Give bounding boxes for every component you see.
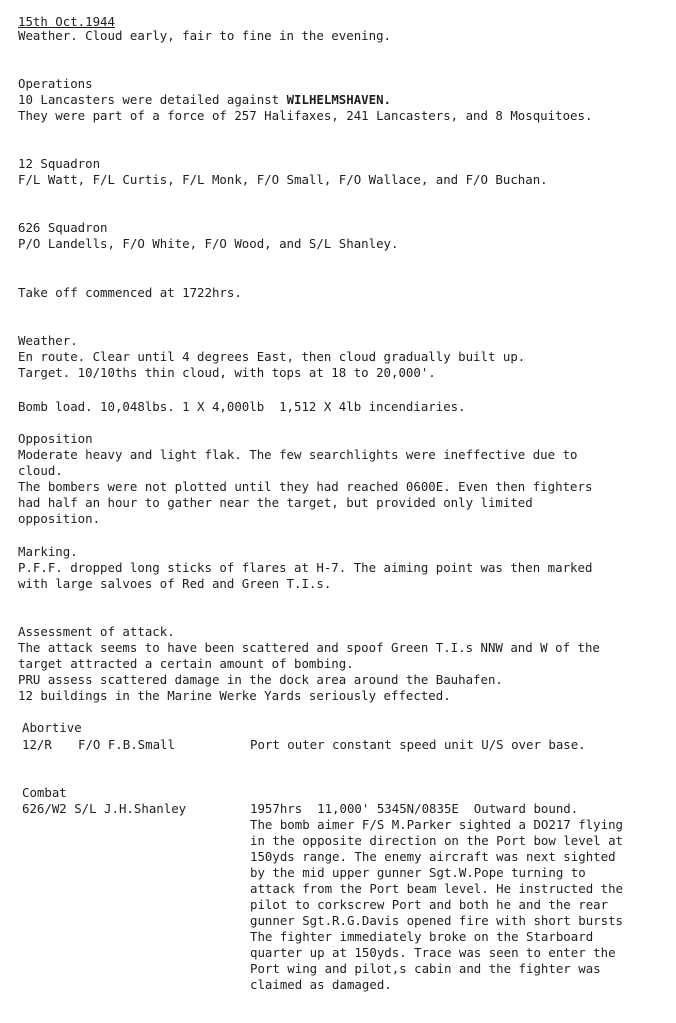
combat-line: gunner Sgt.R.G.Davis opened fire with short bursts — [250, 913, 623, 928]
combat-line: 1957hrs 11,000' 5345N/0835E Outward bound. — [250, 801, 579, 816]
bomb-load: Bomb load. 10,048lbs. 1 X 4,000lb 1,512 X 4lb incendiaries. — [18, 399, 466, 414]
marking-heading: Marking. — [18, 544, 78, 559]
marking-paragraph — [18, 560, 648, 592]
combat-line: attack from the Port beam level. He instructed the — [250, 881, 623, 896]
combat-heading: Combat — [22, 785, 67, 800]
weather-summary: Weather. Cloud early, fair to fine in the evening. — [18, 28, 391, 43]
squadron-12-crews: F/L Watt, F/L Curtis, F/L Monk, F/O Small, F/O Wallace, and F/O Buchan. — [18, 172, 548, 187]
combat-line: in the opposite direction on the Port bow level at — [250, 833, 623, 848]
marking-line: P.F.F. dropped long sticks of flares at H-7. The aiming point was then marked — [18, 560, 593, 575]
combat-line: quarter up at 150yds. Trace was seen to enter the — [250, 945, 616, 960]
weather-heading: Weather. — [18, 333, 78, 348]
weather-enroute: En route. Clear until 4 degrees East, then cloud gradually built up. — [18, 349, 526, 364]
combat-line: The bomb aimer F/S M.Parker sighted a DO217 flying — [250, 817, 623, 832]
combat-report — [250, 801, 660, 993]
combat-line: by the mid upper gunner Sgt.W.Pope turning to — [250, 865, 586, 880]
squadron-12-heading: 12 Squadron — [18, 156, 101, 171]
opposition-line: opposition. — [18, 511, 101, 526]
assessment-line: 12 buildings in the Marine Werke Yards seriously effected. — [18, 688, 451, 703]
abortive-aircraft: 12/R — [22, 737, 52, 752]
weather-target: Target. 10/10ths thin cloud, with tops at 18 to 20,000'. — [18, 365, 436, 380]
assessment-paragraph — [18, 640, 648, 704]
abortive-reason: Port outer constant speed unit U/S over base. — [250, 737, 586, 752]
abortive-heading: Abortive — [22, 720, 82, 735]
squadron-626-heading: 626 Squadron — [18, 220, 108, 235]
takeoff-line: Take off commenced at 1722hrs. — [18, 285, 242, 300]
combat-line: pilot to corkscrew Port and both he and the rear — [250, 897, 609, 912]
assessment-line: target attracted a certain amount of bombing. — [18, 656, 354, 671]
date-heading: 15th Oct.1944 — [18, 14, 115, 29]
operations-line-1-text: 10 Lancasters were detailed against — [18, 92, 287, 107]
marking-line: with large salvoes of Red and Green T.I.s. — [18, 576, 332, 591]
combat-line: Port wing and pilot,s cabin and the fighter was — [250, 961, 601, 976]
assessment-line: PRU assess scattered damage in the dock area around the Bauhafen. — [18, 672, 503, 687]
assessment-line: The attack seems to have been scattered and spoof Green T.I.s NNW and W of the — [18, 640, 600, 655]
opposition-line: cloud. — [18, 463, 63, 478]
opposition-line: Moderate heavy and light flak. The few searchlights were ineffective due to — [18, 447, 578, 462]
abortive-pilot: F/O F.B.Small — [78, 737, 175, 752]
operations-line-1 — [18, 92, 391, 108]
assessment-heading: Assessment of attack. — [18, 624, 175, 639]
combat-aircraft-pilot: 626/W2 S/L J.H.Shanley — [22, 801, 187, 816]
opposition-line: The bombers were not plotted until they had reached 0600E. Even then fighters — [18, 479, 593, 494]
opposition-heading: Opposition — [18, 431, 93, 446]
combat-line: claimed as damaged. — [250, 977, 392, 992]
squadron-626-crews: P/O Landells, F/O White, F/O Wood, and S/L Shanley. — [18, 236, 399, 251]
target-name: WILHELMSHAVEN. — [286, 92, 391, 107]
opposition-paragraph — [18, 447, 648, 527]
combat-line: The fighter immediately broke on the Starboard — [250, 929, 594, 944]
combat-line: 150yds range. The enemy aircraft was next sighted — [250, 849, 616, 864]
operations-line-2: They were part of a force of 257 Halifaxes, 241 Lancasters, and 8 Mosquitoes. — [18, 108, 593, 123]
operations-heading: Operations — [18, 76, 93, 91]
opposition-line: had half an hour to gather near the target, but provided only limited — [18, 495, 533, 510]
